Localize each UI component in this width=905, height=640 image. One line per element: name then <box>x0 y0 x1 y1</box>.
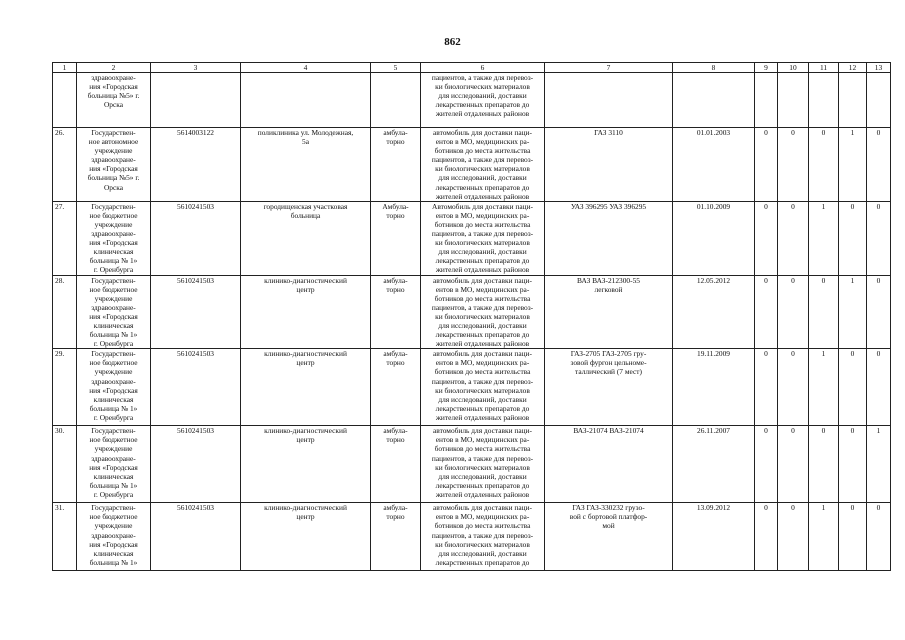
purpose-cell: автомобиль для доставки паци- ентов в МО, медицинских ра- ботников до места жительства пациентов, а также для перевоз- ки биологических материалов для исследований, доставки лекарственных препаратов до жителей отдаленных районов <box>421 349 545 426</box>
count-cell: 1 <box>809 201 839 275</box>
row-number-cell: 26. <box>53 128 77 202</box>
table-row <box>53 128 891 202</box>
table-row <box>53 201 891 275</box>
table-row-continuation <box>53 73 891 128</box>
column-header: 3 <box>151 63 241 73</box>
column-header: 9 <box>755 63 778 73</box>
date-cell: 13.09.2012 <box>673 503 755 571</box>
count-cell: 0 <box>778 349 809 426</box>
purpose-cell: пациентов, а также для перевоз- ки биологических материалов для исследований, доставки лекарственных препаратов до жителей отдаленных районов <box>421 73 545 128</box>
vehicle-cell: ГАЗ 3110 <box>545 128 673 202</box>
date-cell: 01.01.2003 <box>673 128 755 202</box>
count-cell: 0 <box>778 201 809 275</box>
count-cell <box>839 73 867 128</box>
inn-cell <box>151 73 241 128</box>
count-cell: 0 <box>839 426 867 503</box>
purpose-cell: автомобиль для доставки паци- ентов в МО, медицинских ра- ботников до места жительства пациентов, а также для перевоз- ки биологических материалов для исследований, доставки лекарственных препаратов до жителей отдаленных районов <box>421 128 545 202</box>
care-type-cell: амбула- торно <box>371 275 421 349</box>
purpose-cell: автомобиль для доставки паци- ентов в МО, медицинских ра- ботников до места жительства пациентов, а также для перевоз- ки биологических материалов для исследований, доставки лекарственных препаратов до жителей отдаленных районов <box>421 275 545 349</box>
organization-cell: Государствен- ное бюджетное учреждение здравоохране- ния «Городская клиническая больница № 1» г. Оренбурга <box>77 349 151 426</box>
count-cell: 0 <box>867 201 891 275</box>
count-cell <box>809 73 839 128</box>
inn-cell: 5614003122 <box>151 128 241 202</box>
column-header: 13 <box>867 63 891 73</box>
organization-cell: Государствен- ное бюджетное учреждение здравоохране- ния «Городская клиническая больница № 1» г. Оренбурга <box>77 275 151 349</box>
inn-cell: 5610241503 <box>151 349 241 426</box>
organization-cell: Государствен- ное бюджетное учреждение здравоохране- ния «Городская клиническая больница № 1» г. Оренбурга <box>77 426 151 503</box>
count-cell: 0 <box>778 426 809 503</box>
count-cell: 0 <box>839 503 867 571</box>
location-cell: клинико-диагностический центр <box>241 503 371 571</box>
location-cell: клинико-диагностический центр <box>241 426 371 503</box>
column-header: 12 <box>839 63 867 73</box>
purpose-cell: автомобиль для доставки паци- ентов в МО, медицинских ра- ботников до места жительства пациентов, а также для перевоз- ки биологических материалов для исследований, доставки лекарственных препаратов до жителей отдаленных районов <box>421 426 545 503</box>
count-cell <box>755 73 778 128</box>
column-header: 8 <box>673 63 755 73</box>
vehicle-cell: ГАЗ ГАЗ-330232 грузо- вой с бортовой платфор- мой <box>545 503 673 571</box>
page-number: 862 <box>444 36 461 48</box>
inn-cell: 5610241503 <box>151 426 241 503</box>
count-cell: 0 <box>839 201 867 275</box>
vehicle-cell: ВАЗ ВАЗ-212300-55 легковой <box>545 275 673 349</box>
count-cell <box>778 73 809 128</box>
care-type-cell: амбула- торно <box>371 426 421 503</box>
count-cell <box>867 73 891 128</box>
inn-cell: 5610241503 <box>151 201 241 275</box>
date-cell: 26.11.2007 <box>673 426 755 503</box>
count-cell: 0 <box>755 426 778 503</box>
care-type-cell: Амбула- торно <box>371 201 421 275</box>
column-header: 6 <box>421 63 545 73</box>
row-number-cell <box>53 73 77 128</box>
count-cell: 1 <box>839 128 867 202</box>
care-type-cell: амбула- торно <box>371 128 421 202</box>
column-header: 10 <box>778 63 809 73</box>
count-cell: 1 <box>809 349 839 426</box>
table-row <box>53 349 891 426</box>
count-cell: 0 <box>755 275 778 349</box>
location-cell: клинико-диагностический центр <box>241 275 371 349</box>
count-cell: 0 <box>867 503 891 571</box>
row-number-cell: 27. <box>53 201 77 275</box>
purpose-cell: Автомобиль для доставки паци- ентов в МО, медицинских ра- ботников до места жительства пациентов, а также для перевоз- ки биологических материалов для исследований, доставки лекарственных препаратов до жителей отдаленных районов <box>421 201 545 275</box>
vehicle-registry-table <box>52 62 891 571</box>
count-cell: 0 <box>755 349 778 426</box>
count-cell: 0 <box>809 275 839 349</box>
date-cell: 12.05.2012 <box>673 275 755 349</box>
count-cell: 0 <box>778 275 809 349</box>
organization-cell: Государствен- ное бюджетное учреждение здравоохране- ния «Городская клиническая больница № 1» г. Оренбурга <box>77 201 151 275</box>
care-type-cell <box>371 73 421 128</box>
location-cell: городищенская участковая больница <box>241 201 371 275</box>
row-number-cell: 30. <box>53 426 77 503</box>
column-header: 2 <box>77 63 151 73</box>
count-cell: 0 <box>755 201 778 275</box>
count-cell: 0 <box>755 503 778 571</box>
row-number-cell: 29. <box>53 349 77 426</box>
count-cell: 0 <box>778 128 809 202</box>
purpose-cell: автомобиль для доставки паци- ентов в МО, медицинских ра- ботников до места жительства пациентов, а также для перевоз- ки биологических материалов для исследований, доставки лекарственных препаратов до <box>421 503 545 571</box>
location-cell: поликлиника ул. Молодежная, 5а <box>241 128 371 202</box>
count-cell: 0 <box>867 275 891 349</box>
count-cell: 0 <box>867 349 891 426</box>
vehicle-cell: ГАЗ-2705 ГАЗ-2705 гру- зовой фургон цельноме- таллический (7 мест) <box>545 349 673 426</box>
table-row <box>53 503 891 571</box>
column-number-header <box>53 63 891 73</box>
count-cell: 0 <box>809 426 839 503</box>
column-header: 11 <box>809 63 839 73</box>
vehicle-cell: ВАЗ-21074 ВАЗ-21074 <box>545 426 673 503</box>
count-cell: 0 <box>867 128 891 202</box>
vehicle-cell <box>545 73 673 128</box>
count-cell: 0 <box>755 128 778 202</box>
care-type-cell: амбула- торно <box>371 503 421 571</box>
count-cell: 0 <box>809 128 839 202</box>
date-cell: 01.10.2009 <box>673 201 755 275</box>
date-cell: 19.11.2009 <box>673 349 755 426</box>
column-header: 7 <box>545 63 673 73</box>
count-cell: 1 <box>809 503 839 571</box>
table-row <box>53 426 891 503</box>
organization-cell: Государствен- ное бюджетное учреждение здравоохране- ния «Городская клиническая больница № 1» <box>77 503 151 571</box>
organization-cell: Государствен- ное автономное учреждение здравоохране- ния «Городская больница №5» г. Орска <box>77 128 151 202</box>
count-cell: 0 <box>778 503 809 571</box>
organization-cell: здравоохране- ния «Городская больница №5» г. Орска <box>77 73 151 128</box>
vehicle-cell: УАЗ 396295 УАЗ 396295 <box>545 201 673 275</box>
count-cell: 1 <box>839 275 867 349</box>
row-number-cell: 31. <box>53 503 77 571</box>
inn-cell: 5610241503 <box>151 275 241 349</box>
column-header: 4 <box>241 63 371 73</box>
location-cell <box>241 73 371 128</box>
inn-cell: 5610241503 <box>151 503 241 571</box>
count-cell: 0 <box>839 349 867 426</box>
column-header: 5 <box>371 63 421 73</box>
location-cell: клинико-диагностический центр <box>241 349 371 426</box>
table-row <box>53 275 891 349</box>
care-type-cell: амбула- торно <box>371 349 421 426</box>
count-cell: 1 <box>867 426 891 503</box>
row-number-cell: 28. <box>53 275 77 349</box>
column-header: 1 <box>53 63 77 73</box>
date-cell <box>673 73 755 128</box>
